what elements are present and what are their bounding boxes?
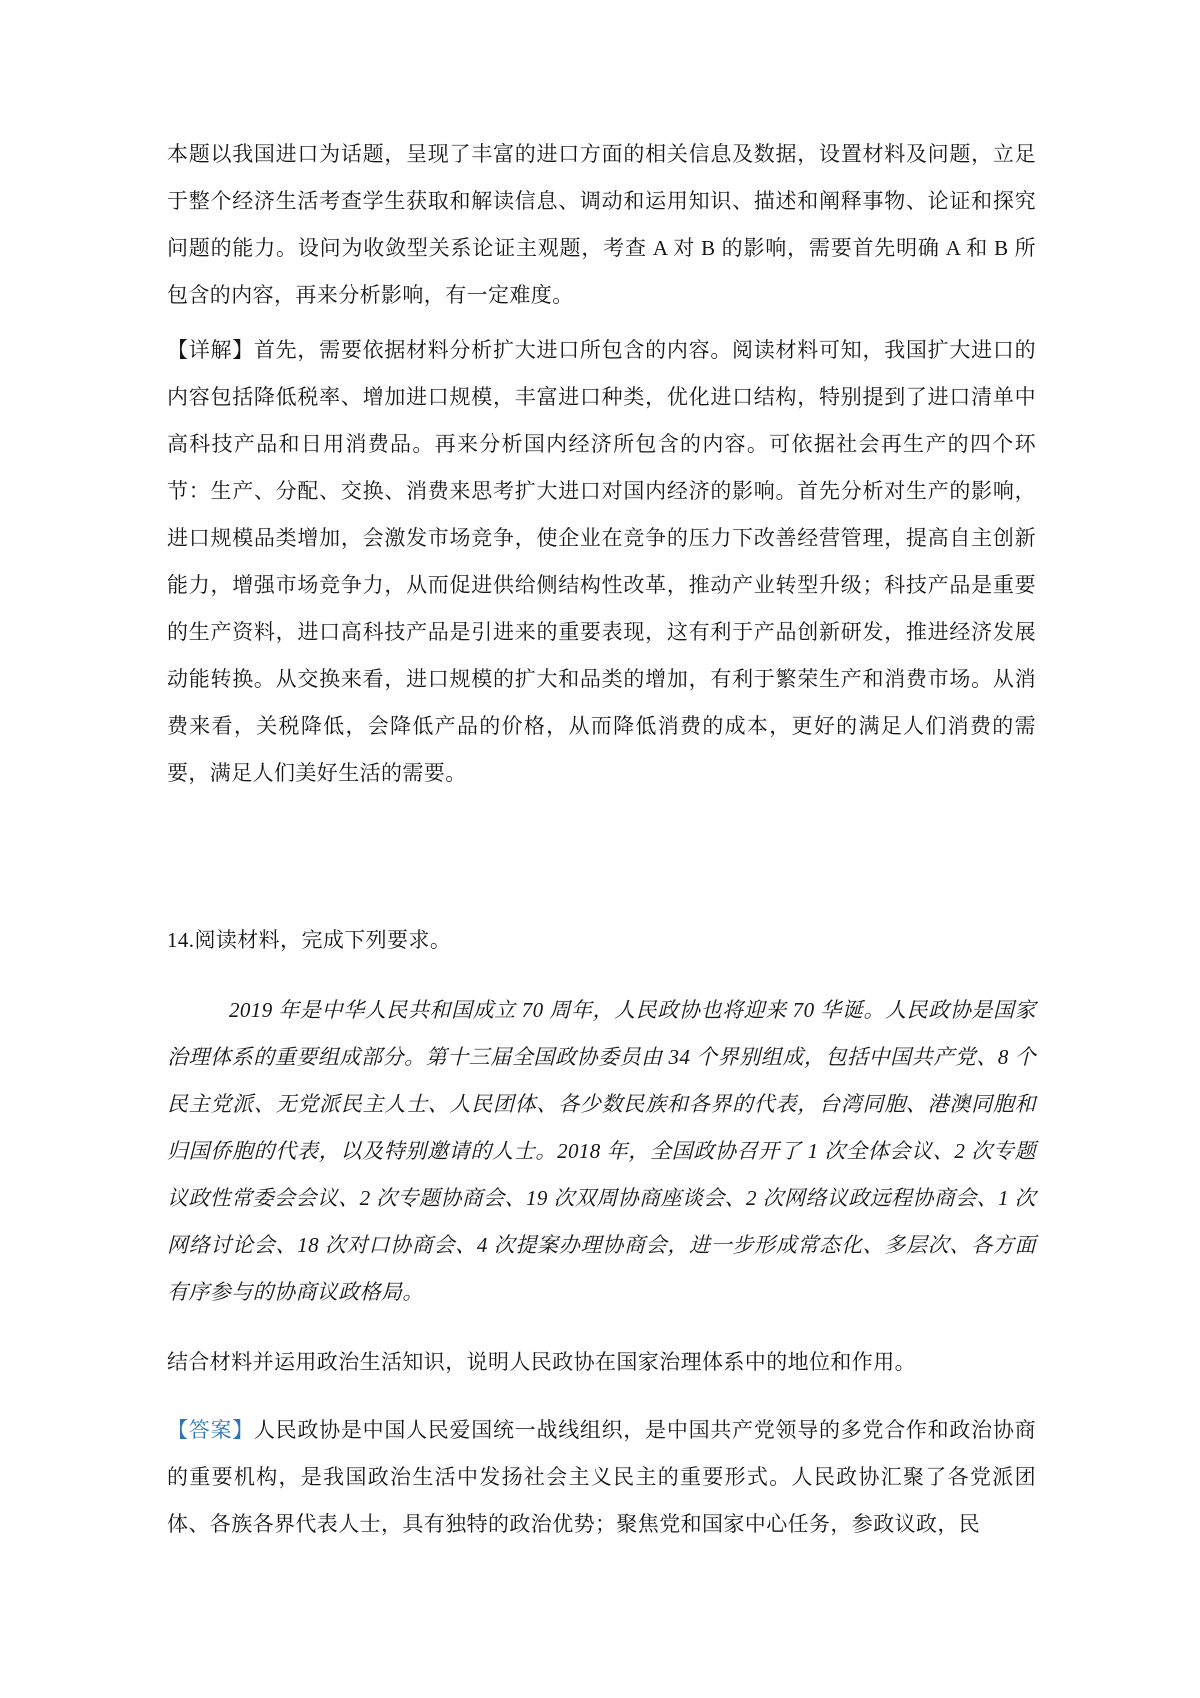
detail-label: 【详解】: [167, 338, 254, 362]
answer-text: 人民政协是中国人民爱国统一战线组织，是中国共产党领导的多党合作和政治协商的重要机构，是我国政治生活中发扬社会主义民主的重要形式。人民政协汇聚了各党派团体、各族各界代表人士，具有独特的政治优势；聚焦党和国家中心任务，参政议政，民: [167, 1418, 1036, 1536]
exam-commentary-paragraph: 本题以我国进口为话题，呈现了丰富的进口方面的相关信息及数据，设置材料及问题，立足于整个经济生活考查学生获取和解读信息、调动和运用知识、描述和阐释事物、论证和探究问题的能力。设问为收敛型关系论证主观题，考查 A 对 B 的影响，需要首先明确 A 和 B 所包含的内容，再来分析影响，有一定难度。: [167, 142, 1036, 307]
answer-label: 【答案】: [167, 1418, 254, 1442]
detail-text: 首先，需要依据材料分析扩大进口所包含的内容。阅读材料可知，我国扩大进口的内容包括降低税率、增加进口规模，丰富进口种类，优化进口结构，特别提到了进口清单中高科技产品和日用消费品。再来分析国内经济所包含的内容。可依据社会再生产的四个环节：生产、分配、交换、消费来思考扩大进口对国内经济的影响。首先分析对生产的影响，进口规模品类增加，会激发市场竞争，使企业在竞争的压力下改善经营管理，提高自主创新能力，增强市场竞争力，从而促进供给侧结构性改革，推动产业转型升级；科技产品是重要的生产资料，进口高科技产品是引进来的重要表现，这有利于产品创新研发，推进经济发展动能转换。从交换来看，进口规模的扩大和品类的增加，有利于繁荣生产和消费市场。从消费来看，关税降低，会降低产品的价格，从而降低消费的成本，更好的满足人们消费的需要，满足人们美好生活的需要。: [167, 338, 1036, 785]
question-14-heading: 14.阅读材料，完成下列要求。: [167, 928, 452, 952]
question-14-material: 2019 年是中华人民共和国成立 70 周年，人民政协也将迎来 70 华诞。人民政协是国家治理体系的重要组成部分。第十三届全国政协委员由 34 个界别组成，包括中国共产党、8 个民主党派、无党派民主人士、人民团体、各少数民族和各界的代表，台湾同胞、港澳同胞和归国侨胞的代表，以及特别邀请的人士。2018 年，全国政协召开了 1 次全体会议、2 次专题议政性常委会会议、2 次专题协商会、19 次双周协商座谈会、2 次网络议政远程协商会、1 次网络讨论会、18 次对口协商会、4 次提案办理协商会，进一步形成常态化、多层次、各方面有序参与的协商议政格局。: [167, 998, 1036, 1304]
detail-explanation-paragraph: [167, 327, 1036, 797]
answer-paragraph: [167, 1407, 1036, 1548]
question-14-prompt: 结合材料并运用政治生活知识，说明人民政协在国家治理体系中的地位和作用。: [167, 1350, 916, 1374]
